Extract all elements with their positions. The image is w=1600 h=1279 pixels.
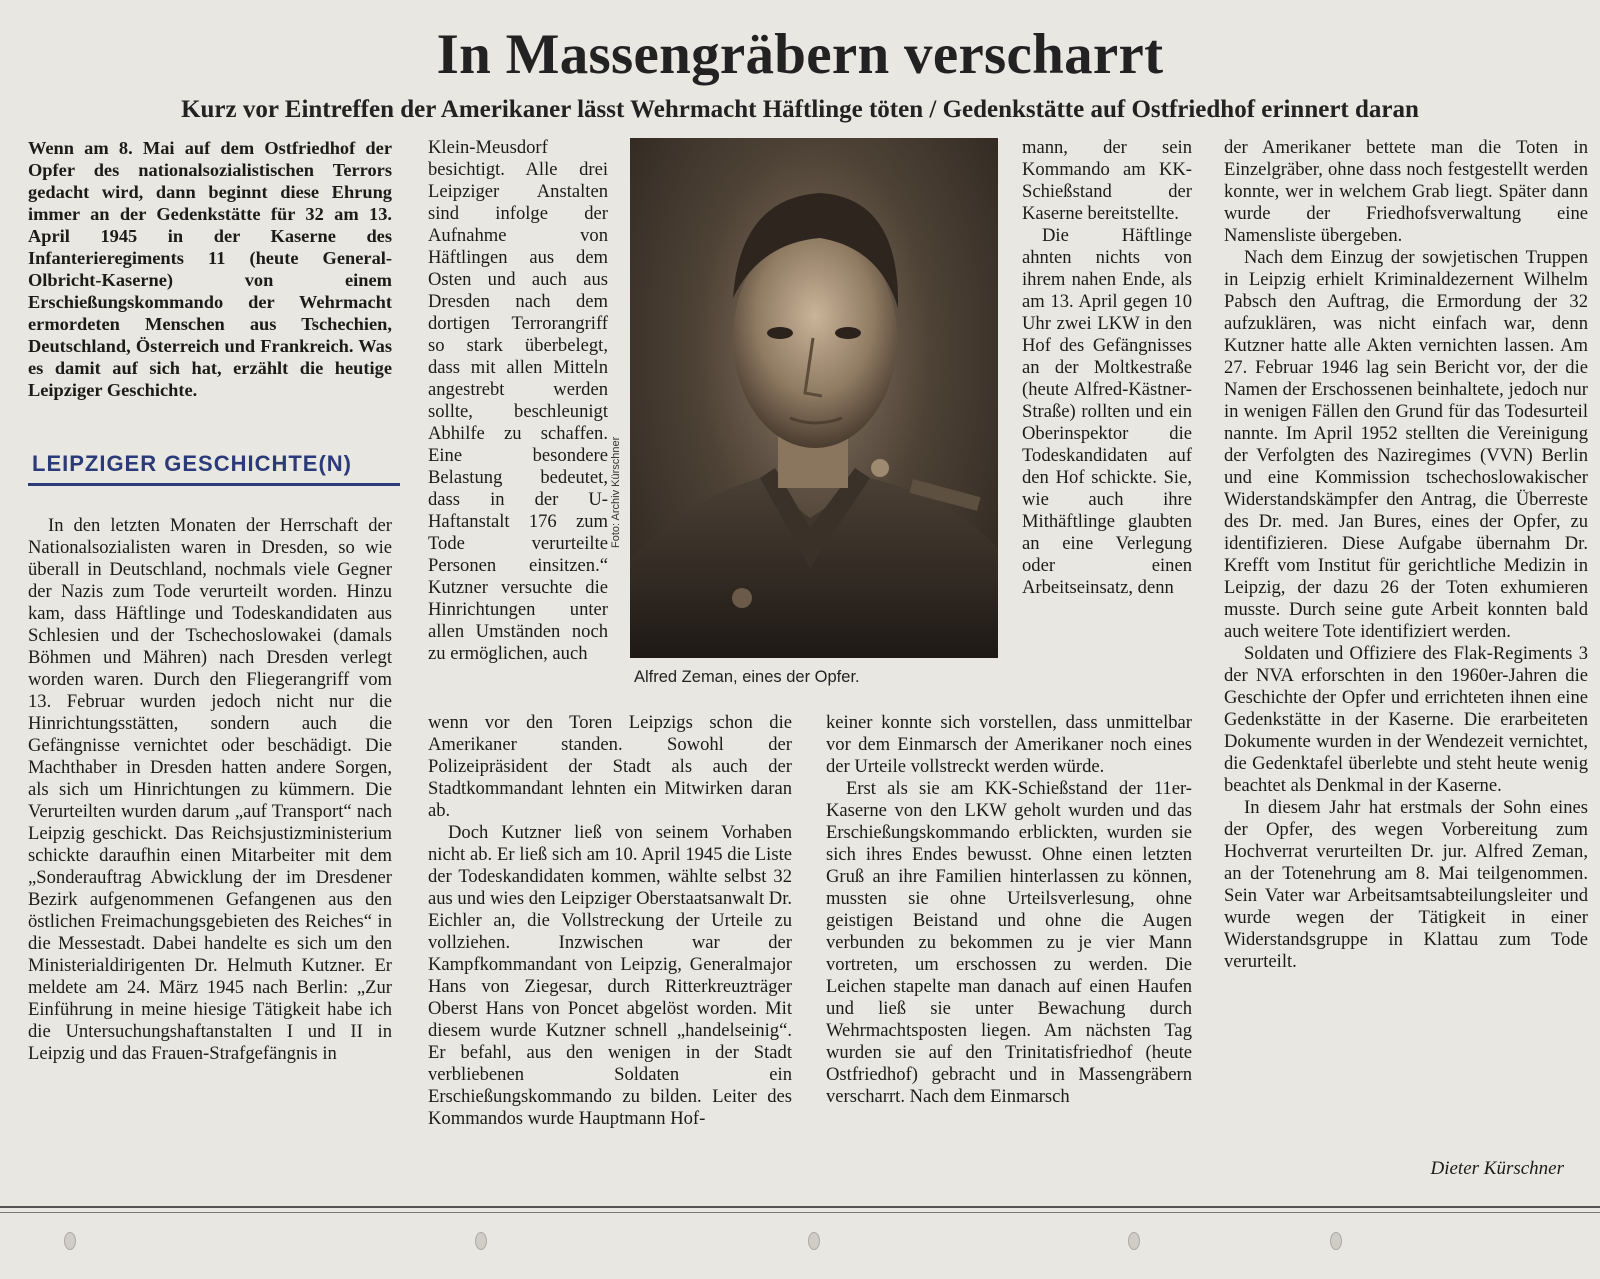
photo-credit: Foto: Archiv Kürschner [610,436,622,548]
body-paragraph: keiner konnte sich vorstellen, dass unmittelbar vor dem Einmarsch der Amerikaner noch eines der Urteile vollstreckt werden würde. [826,712,1192,777]
body-paragraph: Soldaten und Offiziere des Flak-Regiments 3 der NVA erforschten in den 1960er-Jahren die Geschichte der Opfer und errichteten ihnen eine Gedenkstätte in der Kaserne. Die erarbeiteten Dokumente wurden in der Wendezeit vernichtet, die Gedenktafel überlebte und steht heute wenig beachtet als Denkmal in der Kaserne. [1224,643,1588,796]
lead-paragraph: Wenn am 8. Mai auf dem Ostfriedhof der Opfer des nationalsozialistischen Terrors gedacht wird, dann beginnt diese Ehrung immer an der Gedenkstätte für 32 am 13. April 1945 in der Kaserne des Infanterieregiments 11 (heute General-Olbricht-Kaserne) von einem Erschießungskommando der Wehrmacht ermordeten Menschen aus Tschechien, Deutschland, Österreich und Frankreich. Was es damit auf sich hat, erzählt die heutige Leipziger Geschichte. [28,138,392,400]
column-2-top [428,137,608,665]
body-paragraph: Die Häftlinge ahnten nichts von ihrem nahen Ende, als am 13. April gegen 10 Uhr zwei LKW in den Hof des Gefängnisses an der Moltkestraße (heute Alfred-Kästner-Straße) rollten und ein Oberinspektor die Todeskandidaten auf den Hof schickte. Sie, wie auch ihre Mithäftlinge glaubten an eine Verlegung oder einen Arbeitseinsatz, denn [1022,225,1192,598]
headline: In Massengräbern verscharrt [436,23,1164,86]
body-paragraph: Erst als sie am KK-Schießstand der 11er-Kaserne von den LKW geholt wurden und das Erschießungskommando erblickten, wurden sie sich ihres Endes bewusst. Ohne einen letzten Gruß an ihre Familien hinterlassen zu können, mussten sie ohne Urteilsverlesung, ohne geistigen Beistand und ohne die Augen verbunden zu bekommen zu je vier Mann vortreten, um erschossen zu werden. Die Leichen stapelte man danach auf einen Haufen und ließ sie unter Bewachung durch Wehrmachtsposten liegen. Am nächsten Tag wurden sie auf den Trinitatisfriedhof (heute Ostfriedhof) gebracht und in Massengräbern verscharrt. Nach dem Einmarsch [826,778,1192,1107]
body-paragraph: In diesem Jahr hat erstmals der Sohn eines der Opfer, des wegen Vorbereitung zum Hochverrat verurteilten Dr. jur. Alfred Zeman, an der Totenehrung am 8. Mai teilgenommen. Sein Vater war Arbeitsamtsabteilungsleiter und wurde wegen der Tätigkeit in einer Widerstandsgruppe in Klattau zum Tode verurteilt. [1224,797,1588,972]
punch-hole-mark [64,1232,76,1250]
bottom-rule-thin [0,1212,1600,1213]
body-paragraph: Doch Kutzner ließ von seinem Vorhaben nicht ab. Er ließ sich am 10. April 1945 die Liste der Todeskandidaten kommen, wählte selbst 32 aus und wies den Leipziger Oberstaatsanwalt Dr. Eichler an, die Vollstreckung der Urteile zu vollziehen. Inzwischen war der Kampfkommandant von Leipzig, Generalmajor Hans von Ziegesar, durch Ritterkreuzträger Oberst Hans von Poncet abgelöst worden. Mit diesem wurde Kutzner schnell „handelseinig“. Er befahl, aus den wenigen in der Stadt verbliebenen Soldaten ein Erschießungskommando zu bilden. Leiter des Kommandos wurde Hauptmann Hof- [428,822,793,1129]
bottom-rule [0,1206,1600,1208]
body-paragraph: mann, der sein Kommando am KK-Schießstand der Kaserne bereitstellte. [1022,137,1192,224]
column-3-bottom [826,712,1192,1108]
portrait-photo [630,138,998,658]
photo-caption: Alfred Zeman, eines der Opfer. [634,668,860,686]
column-3-top [1022,137,1192,599]
series-rubric: LEIPZIGER GESCHICHTE(N) [28,448,400,486]
body-paragraph: der Amerikaner bettete man die Toten in Einzelgräber, ohne dass noch festgestellt werden konnte, wer in welchem Grab liegt. Später dann wurde der Friedhofsverwaltung eine Namensliste übergeben. [1224,137,1588,246]
punch-hole-mark [1128,1232,1140,1250]
punch-hole-mark [475,1232,487,1250]
column-1-body [28,515,392,1065]
punch-hole-mark [1330,1232,1342,1250]
punch-hole-mark [808,1232,820,1250]
column-1-lead [28,137,392,401]
column-2-bottom [428,712,792,1130]
subheadline: Kurz vor Eintreffen der Amerikaner lässt Wehrmacht Häftlinge töten / Gedenkstätte auf Ostfriedhof erinnert daran [181,96,1419,123]
body-paragraph: In den letzten Monaten der Herrschaft der Nationalsozialisten waren in Dresden, so wie überall in Deutschland, nochmals viele Gegner der Nazis zum Tode verurteilt worden. Hinzu kam, dass Häftlinge und Todeskandidaten aus Schlesien und der Tschechoslowakei (damals Böhmen und Mähren) nach Dresden verlegt worden waren. Durch den Fliegerangriff vom 13. Februar wurden jedoch nicht nur die Hinrichtungsstätten, sondern auch die Gefängnisse vernichtet oder beschädigt. Die Machthaber in Dresden hatten andere Sorgen, als sich um Hinrichtungen zu kümmern. Die Verurteilten wurden darum „auf Transport“ nach Leipzig geschickt. Das Reichsjustizministerium schickte daraufhin einen Mitarbeiter mit dem „Sonderauftrag Abwicklung der im Dresdener Bezirk aufgenommenen Gefangenen aus den östlichen Freimachungsgebieten des Reiches“ in die Messestadt. Dabei handelte es sich um den Ministerialdirigenten Dr. Helmuth Kutzner. Er meldete am 24. März 1945 nach Berlin: „Zur Einführung in meine hiesige Tätigkeit habe ich die Untersuchungshaftanstalten I und II in Leipzig und das Frauen-Strafgefängnis in [28,515,392,1064]
body-paragraph: Nach dem Einzug der sowjetischen Truppen in Leipzig erhielt Kriminaldezernent Wilhelm Pabsch den Auftrag, die Ermordung der 32 aufzuklären, was nicht einfach war, denn Kutzner hatte alle Akten vernichten lassen. Am 27. Februar 1946 lag sein Bericht vor, der die Namen der Erschossenen beinhaltete, jedoch nur in wenigen Fällen den Grund für das Todesurteil nannte. Im April 1952 stellten die Vereinigung der Verfolgten des Naziregimes (VVN) Berlin und eine Kommission tschechoslowakischer Widerstandskämpfer den Antrag, die Überreste des Dr. med. Jan Bures, eines der Opfer, zu identifizieren. Diese Aufgabe übernahm Dr. Krefft vom Institut für gerichtliche Medizin in Leipzig, der dazu 26 der Toten exhumieren musste. Durch seine gute Arbeit konnten bald auch weitere Tote identifiziert werden. [1224,247,1588,642]
portrait-illustration [630,138,998,658]
column-4 [1224,137,1588,973]
body-paragraph: Klein-Meusdorf besichtigt. Alle drei Leipziger Anstalten sind infolge der Aufnahme von Häftlingen aus dem Osten und auch aus Dresden nach dem dortigen Terrorangriff so stark überbelegt, dass mit allen Mitteln angestrebt werden sollte, beschleunigt Abhilfe zu schaffen. Eine besondere Belastung bedeutet, dass in der U-Haftanstalt 176 zum Tode verurteilte Personen einsitzen.“ Kutzner versuchte die Hinrichtungen unter allen Umständen noch zu ermöglichen, auch [428,137,608,664]
author-byline: Dieter Kürschner [1430,1158,1564,1179]
body-paragraph: wenn vor den Toren Leipzigs schon die Amerikaner standen. Sowohl der Polizeipräsident der Stadt als auch der Stadtkommandant lehnten ein Mitwirken daran ab. [428,712,792,821]
